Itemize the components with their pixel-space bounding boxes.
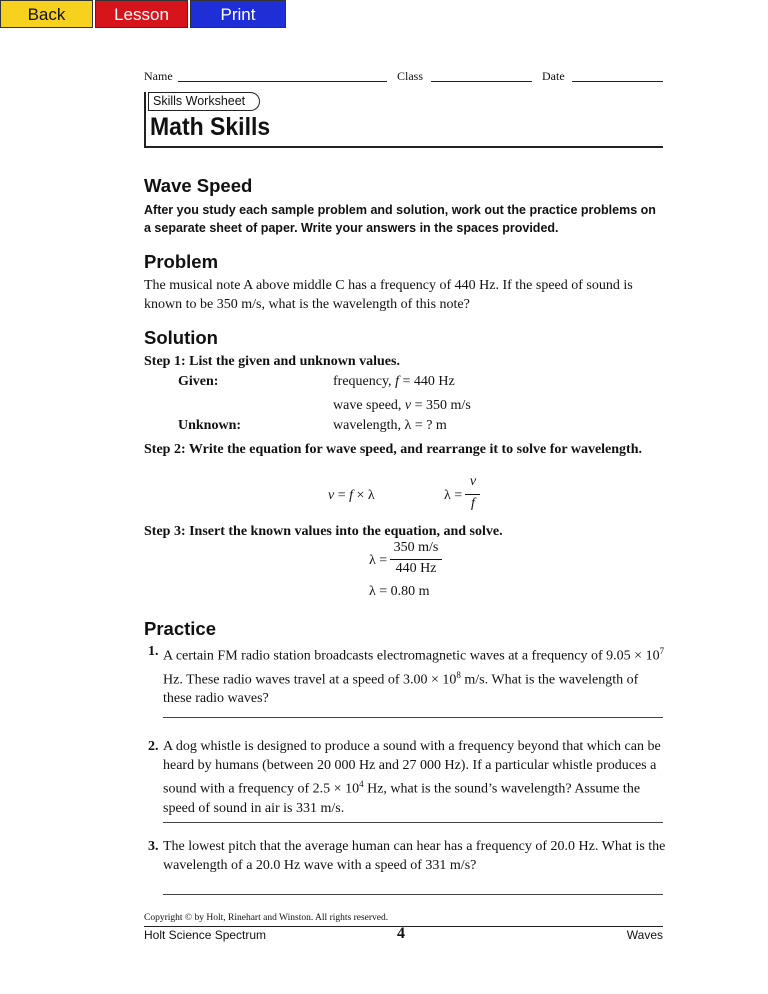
unknown-label: Unknown: (178, 418, 242, 433)
book-title: Holt Science Spectrum (144, 928, 267, 942)
back-button[interactable]: Back (0, 0, 93, 28)
date-field[interactable] (572, 81, 663, 82)
fraction-bar (465, 494, 480, 495)
practice-heading: Practice (144, 618, 216, 639)
result: λ = 0.80 m (369, 584, 430, 599)
problem-heading: Problem (144, 251, 219, 272)
equation-wavelength-lhs: λ = (444, 488, 463, 503)
unknown-wavelength: wavelength, λ = ? m (333, 418, 447, 433)
lesson-button[interactable]: Lesson (95, 0, 188, 28)
equation-wave-speed: v = f × λ (328, 488, 375, 503)
problem-text: The musical note A above middle C has a frequency of 440 Hz. If the speed of sound is known to be 350 m/s, what is the wavelength of this note? (144, 278, 633, 312)
step-1: Step 1: List the given and unknown values. (144, 354, 400, 369)
answer-line-1[interactable] (163, 717, 663, 718)
equation-wavelength-denominator: f (471, 496, 475, 511)
chapter-name: Waves (626, 928, 663, 942)
equation-wavelength-numerator: v (469, 474, 477, 489)
answer-line-2[interactable] (163, 822, 663, 823)
calc-denominator: 440 Hz (395, 561, 437, 576)
print-button[interactable]: Print (190, 0, 286, 28)
step-3: Step 3: Insert the known values into the equation, and solve. (144, 524, 503, 539)
worksheet-tag: Skills Worksheet (148, 92, 260, 111)
practice-question-1: 1. A certain FM radio station broadcasts electromagnetic waves at a frequency of $9.05 \times 10^7$ Hz. These radio waves travel at a speed of $3.00 \times 10^8$ m/s. What is the wavelength of these radio waves? (148, 644, 665, 707)
solution-heading: Solution (144, 327, 218, 348)
calc-fraction-bar (390, 559, 442, 560)
given-label: Given: (178, 374, 219, 389)
copyright: Copyright © by Holt, Rinehart and Winston. All rights reserved. (144, 913, 389, 923)
practice-question-2: 2. A dog whistle is designed to produce a sound with a frequency beyond that which can be heard by humans (between 20 000 Hz and 27 000 Hz). If a particular whistle produces a sound with a frequency of $2.5 \times 10^4$ Hz, what is the sound’s wavelength? Assume the speed of sound in air is 331 m/s. (148, 739, 661, 816)
class-label: Class (397, 69, 424, 83)
step-2: Step 2: Write the equation for wave speed, and rearrange it to solve for wavelength. (144, 442, 642, 457)
page-title: Math Skills (150, 113, 271, 141)
title-divider (144, 146, 663, 148)
calc-numerator: 350 m/s (393, 540, 439, 555)
given-wave-speed: wave speed, v = 350 m/s (333, 398, 471, 413)
name-label: Name (144, 69, 173, 83)
practice-question-3: 3. The lowest pitch that the average human can hear has a frequency of 20.0 Hz. What is the wavelength of a 20.0 Hz wave with a speed of 331 m/s? (148, 839, 666, 873)
title-bar (144, 92, 146, 146)
answer-line-3[interactable] (163, 894, 663, 895)
instructions: After you study each sample problem and solution, work out the practice problems on a separate sheet of paper. Write your answers in the spaces provided. (144, 203, 656, 235)
given-frequency: frequency, f = 440 Hz (333, 374, 455, 389)
date-label: Date (542, 69, 565, 83)
section-heading: Wave Speed (144, 175, 253, 196)
class-field[interactable] (431, 81, 532, 82)
calc-lhs: λ = (369, 553, 388, 568)
name-field[interactable] (178, 81, 387, 82)
page-number: 4 (397, 925, 405, 942)
